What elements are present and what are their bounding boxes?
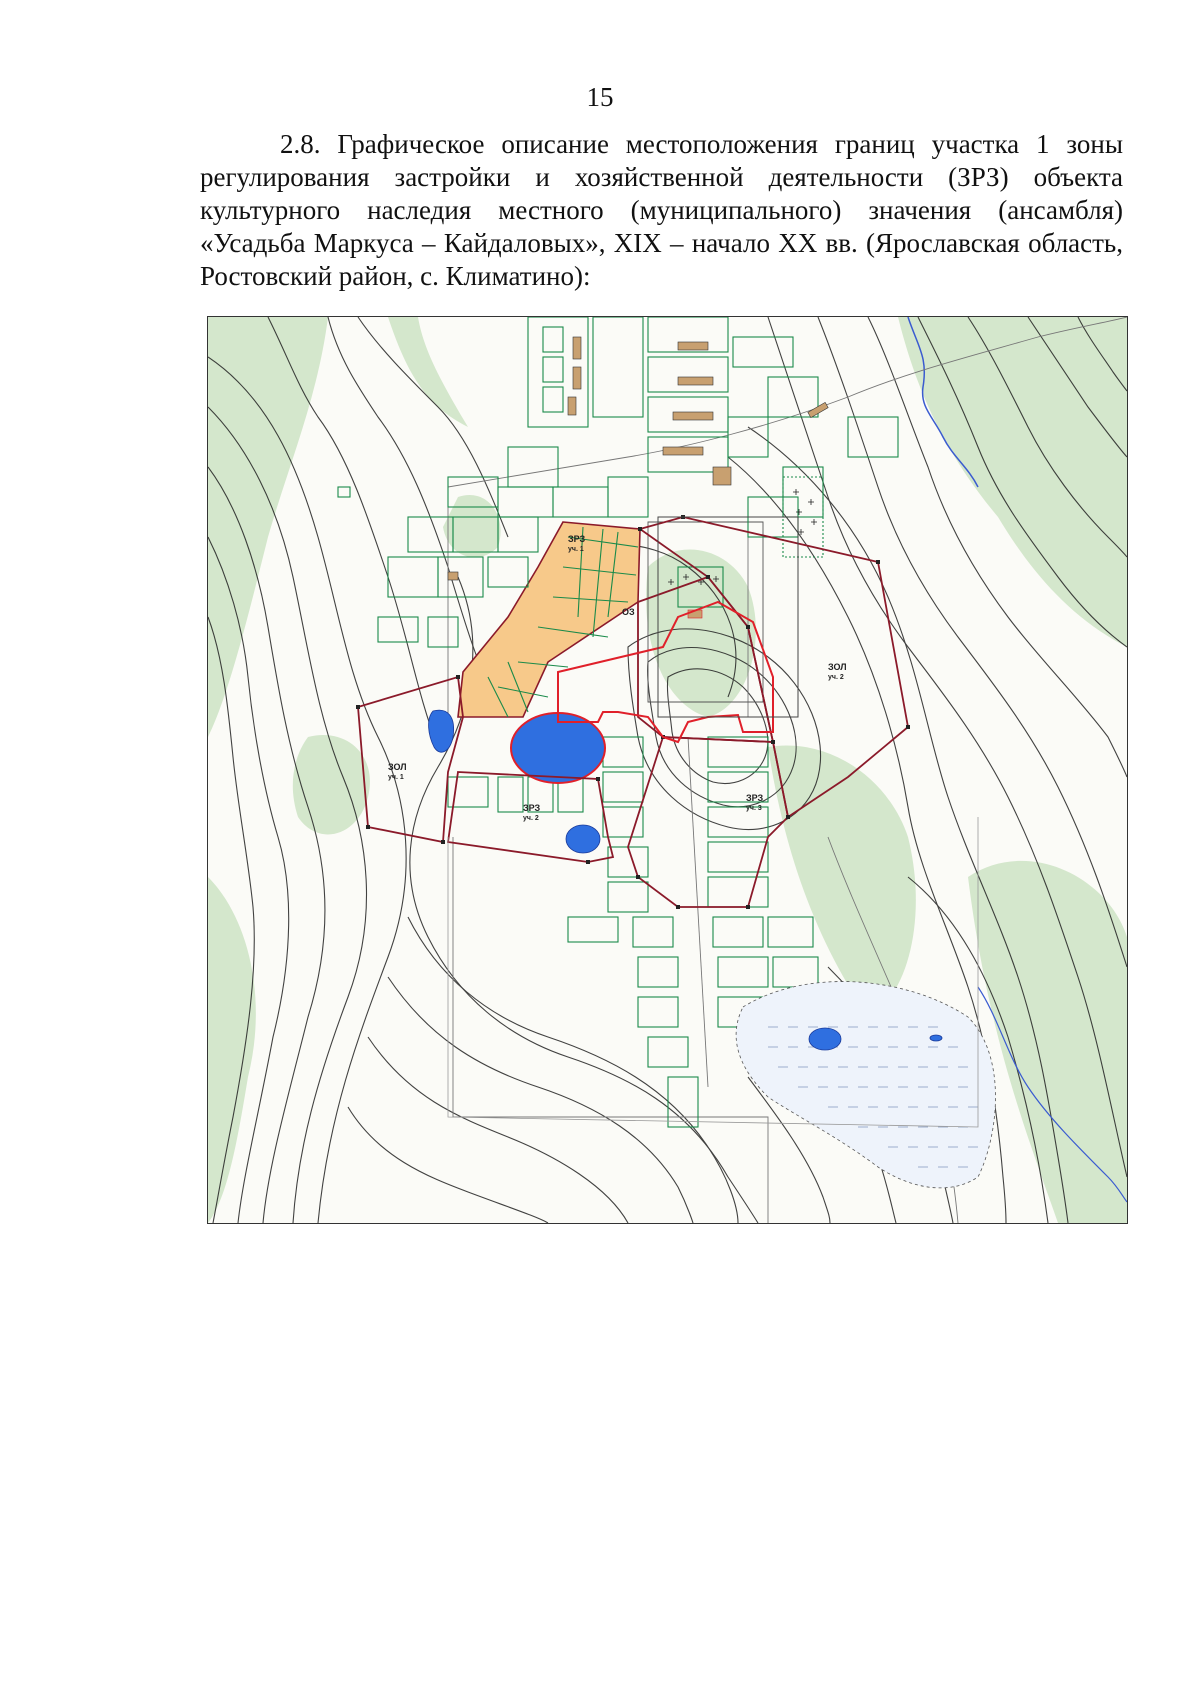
label-oz: ОЗ (622, 607, 635, 617)
zol-1-boundary (358, 677, 463, 842)
pond-wetland (809, 1028, 841, 1050)
label-zrz-1-sub: уч. 1 (568, 546, 584, 553)
pond-south (566, 825, 600, 853)
section-heading (200, 128, 1123, 293)
zone-boundary-map (207, 316, 1128, 1224)
wetland-area (736, 982, 995, 1188)
label-zrz-2-sub: уч. 2 (523, 815, 539, 822)
small-pond-west (429, 710, 454, 752)
heading-line-4: «Усадьба Маркуса – Кайдаловых», XIX – начало XX вв. (Ярославская область, (200, 228, 1123, 258)
label-zrz-3-sub: уч. 3 (746, 805, 762, 812)
pond-small-east (930, 1035, 942, 1041)
label-zol-1-sub: уч. 1 (388, 774, 404, 781)
heading-line-2: регулирования застройки и хозяйственной деятельности (ЗРЗ) объекта (200, 162, 1123, 192)
map-canvas (208, 317, 1127, 1223)
heading-line-1: 2.8. Графическое описание местоположения границ участка 1 зоны (280, 129, 1123, 159)
page-number: 15 (586, 82, 614, 112)
heading-line-5: Ростовский район, с. Климатино): (200, 261, 591, 291)
label-zol-2-sub: уч. 2 (828, 674, 844, 681)
label-zol-2: ЗОЛ (828, 662, 847, 672)
main-pond (511, 713, 605, 783)
heading-line-3: культурного наследия местного (муниципального) значения (ансамбля) (200, 195, 1123, 225)
label-zrz-3: ЗРЗ (746, 793, 764, 803)
label-zol-1: ЗОЛ (388, 762, 407, 772)
label-zrz-1: ЗРЗ (568, 534, 586, 544)
label-zrz-2: ЗРЗ (523, 803, 541, 813)
